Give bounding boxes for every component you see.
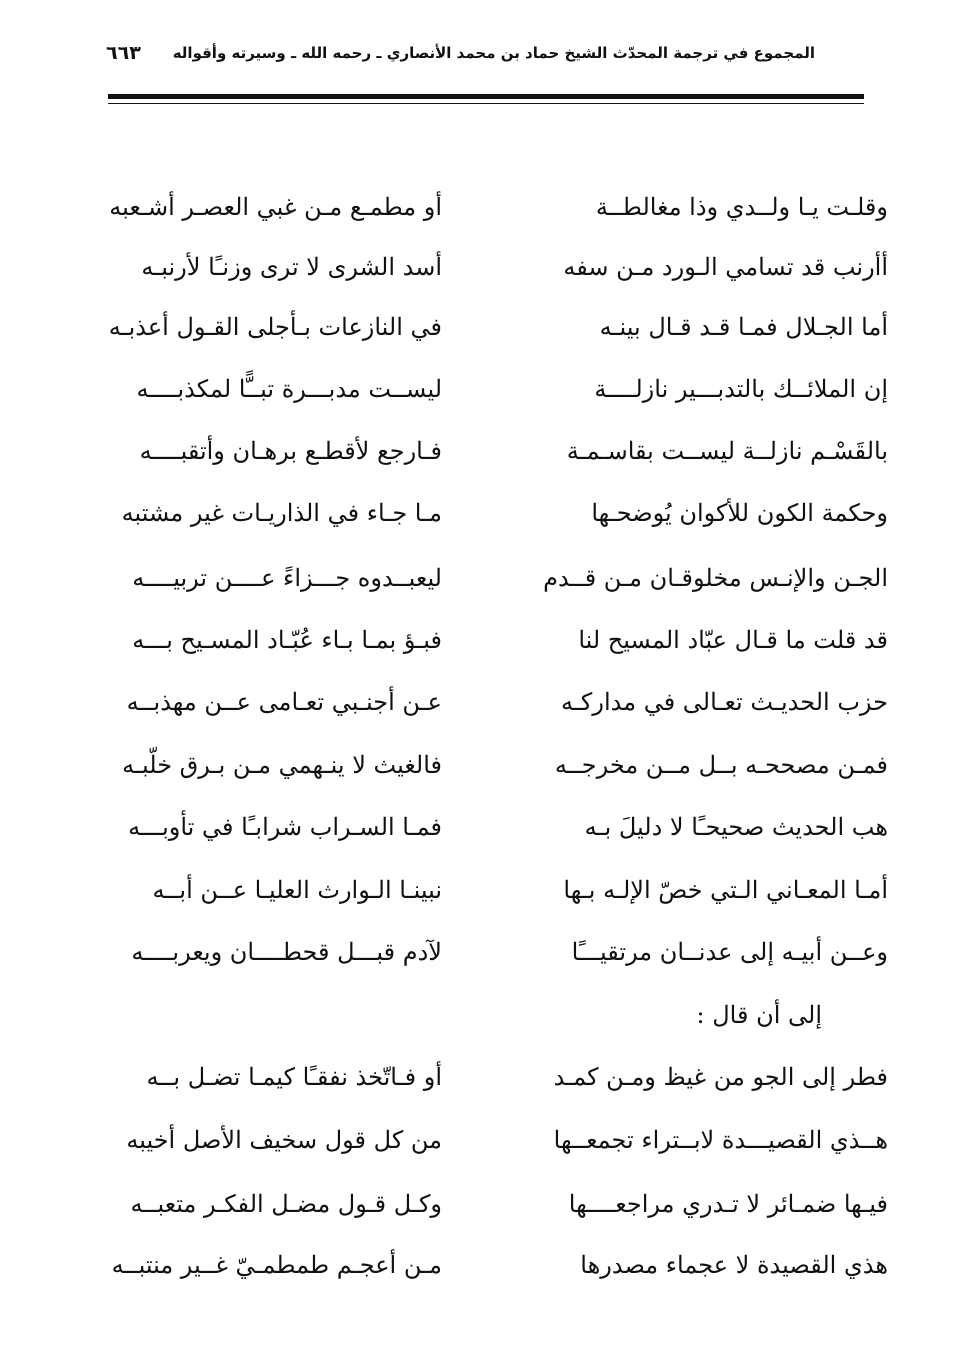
verse-hemistich-right: وعــن أبيـه إلى عدنــان مرتقيـــًا xyxy=(571,938,888,966)
verse-hemistich-right: أأرنب قد تسامي الـورد مـن سفه xyxy=(563,253,888,281)
verse-hemistich-left: في النازعات بـأجلى القـول أعذبـه xyxy=(108,313,442,341)
running-header-title: المجموع في ترجمة المحدّث الشيخ حماد بن محمد الأنصاري ـ رحمه الله ـ وسيرته وأقواله xyxy=(172,44,815,62)
verse-hemistich-left: أو مطمـع مـن غبي العصـر أشـعبه xyxy=(109,193,442,221)
verse-hemistich-right: بالقَسْـم نازلــة ليســت بقاسـمـة xyxy=(566,437,888,465)
verse-hemistich-left: مـا جـاء في الذاريـات غير مشتبه xyxy=(121,499,442,527)
verse-hemistich-left: فـارجع لأقطـع برهـان وأتقبــــه xyxy=(139,437,442,465)
verse-hemistich-right: فطر إلى الجو من غيظ ومـن كمـد xyxy=(553,1063,888,1091)
verse-hemistich-right: فمـن مصححـه بــل مــن مخرجــه xyxy=(554,751,888,779)
verse-hemistich-right: هــذي القصيـــدة لابــتراء تجمعــها xyxy=(553,1126,888,1154)
verse-hemistich-left: من كل قول سخيف الأصل أخيبه xyxy=(126,1126,442,1154)
verse-hemistich-right: إن الملائــك بالتدبـــير نازلــــة xyxy=(594,375,888,403)
verse-hemistich-left: نبينـا الـوارث العليـا عــن أبــه xyxy=(152,876,442,904)
verse-hemistich-right: حزب الحديـث تعـالى في مداركـه xyxy=(561,688,888,716)
verse-hemistich-left: فالغيث لا ينـهمي مـن بـرق خلّبـه xyxy=(122,751,442,779)
verse-hemistich-left: لآدم قبـــل قحطــــان ويعربــــه xyxy=(131,938,442,966)
verse-hemistich-left: عـن أجنـبي تعـامى عــن مهذبــه xyxy=(126,688,442,716)
verse-hemistich-right: وقلـت يـا ولــدي وذا مغالطــة xyxy=(595,193,888,221)
verse-hemistich-left: أو فـاتّخذ نفقـًا كيمـا تضـل بــه xyxy=(146,1063,442,1091)
verse-hemistich-right: الجـن والإنـس مخلوقـان مـن قــدم xyxy=(543,564,888,592)
verse-hemistich-left: ليعبــدوه جـــزاءً عــــن تربيــــه xyxy=(132,564,442,592)
verse-hemistich-left: أسد الشرى لا ترى وزنـًا لأرنبـه xyxy=(141,253,442,281)
verse-hemistich-left: وكـل قـول مضـل الفكـر متعبــه xyxy=(130,1190,442,1218)
verse-hemistich-right: فيـها ضمـائر لا تـدري مراجعــــها xyxy=(568,1190,888,1218)
verse-hemistich-right: قد قلت ما قـال عبّاد المسيح لنا xyxy=(578,626,888,654)
verse-hemistich-right: أمـا المعـاني الـتي خصّ الإلـه بـها xyxy=(563,876,888,904)
header-rule-thin xyxy=(108,103,864,104)
verse-hemistich-left: فمـا السـراب شرابـًا في تأوبـــه xyxy=(128,813,442,841)
verse-hemistich-left: مـن أعجـم طمطمـيّ غــير منتبــه xyxy=(111,1251,442,1279)
verse-hemistich-left: ليســت مدبـــرة تبــًّا لمكذبــــه xyxy=(136,375,442,403)
verse-hemistich-left: فبـؤ بمـا بـاء عُبّـاد المسـيح بـــه xyxy=(132,626,442,654)
verse-hemistich-right: هب الحديث صحيحـًا لا دليلَ بـه xyxy=(584,813,888,841)
verse-hemistich-right: وحكمة الكون للأكوان يُوضحـها xyxy=(591,499,888,527)
verse-hemistich-right: هذي القصيدة لا عجماء مصدرها xyxy=(580,1251,888,1279)
verse-hemistich-right: أما الجـلال فمـا قـد قـال بينـه xyxy=(599,313,888,341)
page-number: ٦٦٣ xyxy=(106,42,141,64)
interlude-text: إلى أن قال : xyxy=(696,1001,822,1029)
header-rule-thick xyxy=(108,94,864,99)
